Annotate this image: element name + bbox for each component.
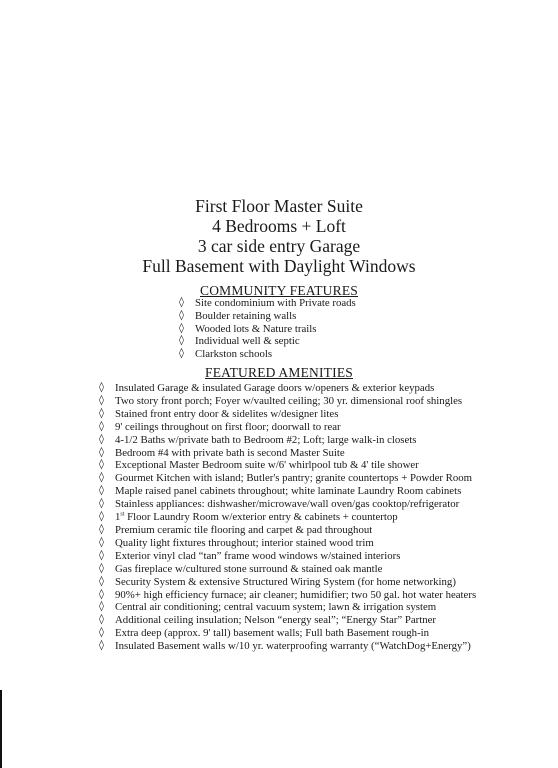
list-item bbox=[179, 348, 356, 361]
list-item-text: Insulated Garage & insulated Garage doors w/openers & exterior keypads bbox=[115, 382, 435, 394]
list-item bbox=[99, 563, 476, 576]
diamond-bullet-icon: ◊ bbox=[99, 459, 104, 471]
list-item bbox=[99, 421, 476, 434]
diamond-bullet-icon: ◊ bbox=[99, 394, 104, 406]
diamond-bullet-icon: ◊ bbox=[99, 523, 104, 535]
list-item bbox=[99, 589, 476, 602]
list-item bbox=[99, 485, 476, 498]
list-item-text: Site condominium with Private roads bbox=[195, 297, 356, 309]
list-item bbox=[99, 640, 476, 653]
list-item bbox=[179, 323, 356, 336]
list-item-text: 90%+ high efficiency furnace; air cleaner; humidifier; two 50 gal. hot water heaters bbox=[115, 588, 477, 601]
diamond-bullet-icon: ◊ bbox=[99, 382, 104, 393]
list-item-text: Exterior vinyl clad “tan” frame wood windows w/stained interiors bbox=[115, 549, 401, 562]
diamond-bullet-icon: ◊ bbox=[179, 335, 184, 347]
diamond-bullet-icon: ◊ bbox=[99, 640, 104, 652]
scan-edge-mark bbox=[0, 690, 2, 768]
diamond-bullet-icon: ◊ bbox=[99, 575, 104, 587]
list-item bbox=[99, 395, 476, 408]
diamond-bullet-icon: ◊ bbox=[99, 420, 104, 432]
diamond-bullet-icon: ◊ bbox=[99, 498, 104, 510]
diamond-bullet-icon: ◊ bbox=[99, 485, 104, 497]
list-item-text: Stainless appliances: dishwasher/microwave/wall oven/gas cooktop/refrigerator bbox=[115, 498, 460, 511]
headline-line: 3 car side entry Garage bbox=[197, 236, 361, 256]
ordinal-suffix: st bbox=[120, 511, 125, 518]
diamond-bullet-icon: ◊ bbox=[99, 588, 104, 600]
list-item-text: Individual well & septic bbox=[195, 335, 300, 348]
list-item-text: Exceptional Master Bedroom suite w/6' whirlpool tub & 4' tile shower bbox=[115, 459, 419, 472]
list-item-text: 4-1/2 Baths w/private bath to Bedroom #2; Loft; large walk-in closets bbox=[115, 433, 417, 446]
diamond-bullet-icon: ◊ bbox=[99, 536, 104, 548]
featured-amenities-title: FEATURED AMENITIES bbox=[205, 365, 353, 380]
list-item-text: Maple raised panel cabinets throughout; white laminate Laundry Room cabinets bbox=[115, 485, 462, 498]
list-item-text: Gourmet Kitchen with island; Butler's pantry; granite countertops + Powder Room bbox=[115, 472, 473, 485]
list-item bbox=[99, 511, 476, 524]
headline-line: Full Basement with Daylight Windows bbox=[142, 256, 416, 276]
diamond-bullet-icon: ◊ bbox=[99, 562, 104, 574]
diamond-bullet-icon: ◊ bbox=[99, 407, 104, 419]
diamond-bullet-icon: ◊ bbox=[99, 446, 104, 458]
list-item-text: Stained front entry door & sidelites w/designer lites bbox=[115, 407, 339, 420]
diamond-bullet-icon: ◊ bbox=[99, 433, 104, 445]
featured-amenities-list bbox=[99, 382, 476, 653]
list-item bbox=[179, 335, 356, 348]
list-item bbox=[99, 382, 476, 395]
list-item-text: Central air conditioning; central vacuum system; lawn & irrigation system bbox=[115, 601, 437, 614]
list-item bbox=[99, 537, 476, 550]
list-item-text: Clarkston schools bbox=[195, 348, 273, 361]
list-item bbox=[99, 459, 476, 472]
diamond-bullet-icon: ◊ bbox=[179, 348, 184, 360]
list-item-text: Wooded lots & Nature trails bbox=[195, 322, 317, 335]
diamond-bullet-icon: ◊ bbox=[99, 627, 104, 639]
diamond-bullet-icon: ◊ bbox=[99, 549, 104, 561]
ordinal-number: 1 bbox=[115, 511, 121, 524]
headline-line: 4 Bedrooms + Loft bbox=[212, 216, 346, 236]
list-item-text: Additional ceiling insulation; Nelson “energy seal”; “Energy Star” Partner bbox=[115, 614, 437, 627]
diamond-bullet-icon: ◊ bbox=[99, 511, 104, 523]
list-item bbox=[99, 434, 476, 447]
list-item-text: 9' ceilings throughout on first floor; doorwall to rear bbox=[115, 420, 341, 433]
list-item bbox=[179, 297, 356, 310]
diamond-bullet-icon: ◊ bbox=[179, 297, 184, 308]
list-item-text: Quality light fixtures throughout; interior stained wood trim bbox=[115, 536, 374, 549]
headline bbox=[0, 196, 558, 276]
diamond-bullet-icon: ◊ bbox=[179, 322, 184, 334]
headline-line: First Floor Master Suite bbox=[195, 196, 363, 216]
list-item-text: Insulated Basement walls w/10 yr. waterproofing warranty (“WatchDog+Energy”) bbox=[115, 640, 471, 653]
community-features-list bbox=[179, 297, 356, 361]
list-item-text: Two story front porch; Foyer w/vaulted ceiling; 30 yr. dimensional roof shingles bbox=[115, 394, 463, 407]
list-item bbox=[99, 498, 476, 511]
list-item-text: Boulder retaining walls bbox=[195, 309, 297, 322]
list-item-text: Extra deep (approx. 9' tall) basement walls; Full bath Basement rough-in bbox=[115, 627, 430, 640]
diamond-bullet-icon: ◊ bbox=[99, 614, 104, 626]
list-item bbox=[99, 472, 476, 485]
list-item bbox=[99, 550, 476, 563]
diamond-bullet-icon: ◊ bbox=[179, 309, 184, 321]
list-item-text: Security System & extensive Structured Wiring System (for home networking) bbox=[115, 575, 456, 588]
list-item bbox=[99, 627, 476, 640]
list-item bbox=[99, 576, 476, 589]
list-item bbox=[179, 310, 356, 323]
list-item-text: Premium ceramic tile flooring and carpet & pad throughout bbox=[115, 523, 373, 536]
list-item bbox=[99, 614, 476, 627]
list-item-text: Floor Laundry Room w/exterior entry & cabinets + countertop bbox=[127, 511, 398, 524]
list-item bbox=[99, 601, 476, 614]
community-features-title: COMMUNITY FEATURES bbox=[200, 283, 358, 298]
diamond-bullet-icon: ◊ bbox=[99, 472, 104, 484]
list-item bbox=[99, 447, 476, 460]
list-item bbox=[99, 408, 476, 421]
diamond-bullet-icon: ◊ bbox=[99, 601, 104, 613]
list-item bbox=[99, 524, 476, 537]
list-item-text: Gas fireplace w/cultured stone surround & stained oak mantle bbox=[115, 562, 383, 575]
list-item-text: Bedroom #4 with private bath is second Master Suite bbox=[115, 446, 345, 459]
